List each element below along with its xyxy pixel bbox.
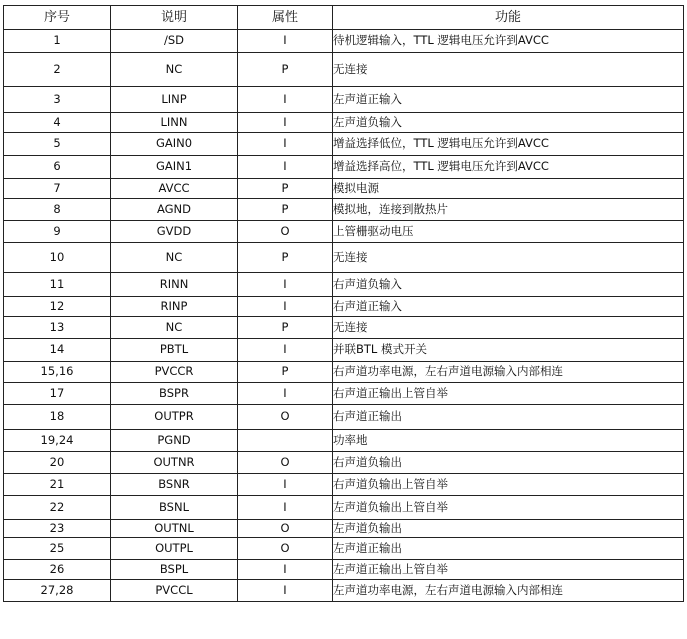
pin-name: PVCCR [111,362,238,383]
pin-attribute: I [238,496,333,520]
header-row [4,6,684,30]
pin-attribute: I [238,474,333,496]
table-row [4,156,684,179]
pin-function-table [3,5,684,602]
pin-number: 4 [4,113,111,133]
table-row [4,580,684,602]
pin-name: /SD [111,30,238,53]
table-row [4,560,684,580]
header-num: 序号 [4,6,111,30]
pin-name: AGND [111,199,238,221]
pin-number: 2 [4,53,111,87]
pin-name: PGND [111,430,238,452]
pin-name: NC [111,243,238,273]
pin-name: GAIN1 [111,156,238,179]
pin-name: BSNL [111,496,238,520]
pin-number: 3 [4,87,111,113]
pin-name: PVCCL [111,580,238,602]
pin-function: 功率地 [333,430,684,452]
pin-number: 11 [4,273,111,297]
pin-number: 1 [4,30,111,53]
pin-name: LINP [111,87,238,113]
table-row [4,520,684,538]
pin-attribute [238,430,333,452]
table-row [4,317,684,339]
pin-attribute: O [238,221,333,243]
pin-function: 左声道正输入 [333,87,684,113]
pin-number: 17 [4,383,111,405]
pin-name: OUTNL [111,520,238,538]
pin-function: 模拟电源 [333,179,684,199]
pin-number: 12 [4,297,111,317]
table-row [4,339,684,362]
pin-attribute: I [238,560,333,580]
pin-name: GVDD [111,221,238,243]
pin-attribute: P [238,199,333,221]
pin-function: 右声道负输出 [333,452,684,474]
pin-name: OUTPR [111,405,238,430]
header-attr: 属性 [238,6,333,30]
pin-function: 无连接 [333,317,684,339]
pin-number: 8 [4,199,111,221]
pin-function: 左声道负输入 [333,113,684,133]
table-row [4,133,684,156]
pin-attribute: I [238,156,333,179]
table-row [4,53,684,87]
pin-attribute: O [238,520,333,538]
pin-attribute: I [238,273,333,297]
pin-function: 上管栅驱动电压 [333,221,684,243]
pin-name: NC [111,317,238,339]
table-row [4,199,684,221]
table-row [4,221,684,243]
pin-name: BSNR [111,474,238,496]
header-name: 说明 [111,6,238,30]
pin-function: 并联BTL 模式开关 [333,339,684,362]
pin-name: LINN [111,113,238,133]
pin-function: 右声道正输出 [333,405,684,430]
table-row [4,538,684,560]
pin-attribute: I [238,30,333,53]
pin-name: PBTL [111,339,238,362]
pin-number: 7 [4,179,111,199]
pin-attribute: O [238,538,333,560]
pin-number: 15,16 [4,362,111,383]
pin-function: 右声道正输入 [333,297,684,317]
table-row [4,273,684,297]
pin-function: 左声道正输出 [333,538,684,560]
table-row [4,179,684,199]
pin-name: RINP [111,297,238,317]
pin-name: NC [111,53,238,87]
pin-number: 6 [4,156,111,179]
table-row [4,405,684,430]
table-row [4,383,684,405]
pin-attribute: P [238,53,333,87]
pin-function: 左声道正输出上管自举 [333,560,684,580]
pin-function: 无连接 [333,243,684,273]
pin-name: GAIN0 [111,133,238,156]
pin-number: 9 [4,221,111,243]
table-row [4,243,684,273]
table-row [4,297,684,317]
table-row [4,452,684,474]
pin-name: RINN [111,273,238,297]
pin-rows [4,30,684,602]
pin-function: 右声道负输入 [333,273,684,297]
pin-number: 26 [4,560,111,580]
pin-number: 5 [4,133,111,156]
table-row [4,362,684,383]
table-row [4,474,684,496]
pin-number: 18 [4,405,111,430]
pin-attribute: I [238,580,333,602]
pin-attribute: P [238,179,333,199]
pin-attribute: I [238,133,333,156]
header-func: 功能 [333,6,684,30]
pin-attribute: P [238,243,333,273]
pin-function: 无连接 [333,53,684,87]
pin-function: 左声道负输出上管自举 [333,496,684,520]
pin-attribute: P [238,362,333,383]
pin-function: 左声道功率电源，左右声道电源输入内部相连 [333,580,684,602]
pin-name: BSPL [111,560,238,580]
pin-function: 左声道负输出 [333,520,684,538]
pin-function: 增益选择高位，TTL 逻辑电压允许到AVCC [333,156,684,179]
table-row [4,113,684,133]
pin-number: 25 [4,538,111,560]
pin-number: 10 [4,243,111,273]
pin-name: AVCC [111,179,238,199]
pin-number: 19,24 [4,430,111,452]
table-row [4,30,684,53]
pin-function: 模拟地，连接到散热片 [333,199,684,221]
table-row [4,430,684,452]
pin-attribute: I [238,297,333,317]
pin-number: 23 [4,520,111,538]
pin-name: OUTPL [111,538,238,560]
pin-number: 27,28 [4,580,111,602]
pin-attribute: I [238,113,333,133]
pin-number: 21 [4,474,111,496]
pin-attribute: O [238,405,333,430]
pin-attribute: I [238,339,333,362]
pin-function: 右声道正输出上管自举 [333,383,684,405]
pin-function: 增益选择低位，TTL 逻辑电压允许到AVCC [333,133,684,156]
table-row [4,87,684,113]
pin-attribute: P [238,317,333,339]
pin-name: OUTNR [111,452,238,474]
pin-attribute: I [238,87,333,113]
pin-attribute: O [238,452,333,474]
pin-number: 22 [4,496,111,520]
pin-function: 右声道功率电源，左右声道电源输入内部相连 [333,362,684,383]
pin-function: 右声道负输出上管自举 [333,474,684,496]
table-row [4,496,684,520]
pin-name: BSPR [111,383,238,405]
pin-function: 待机逻辑输入，TTL 逻辑电压允许到AVCC [333,30,684,53]
pin-number: 20 [4,452,111,474]
pin-attribute: I [238,383,333,405]
pin-number: 14 [4,339,111,362]
pin-number: 13 [4,317,111,339]
